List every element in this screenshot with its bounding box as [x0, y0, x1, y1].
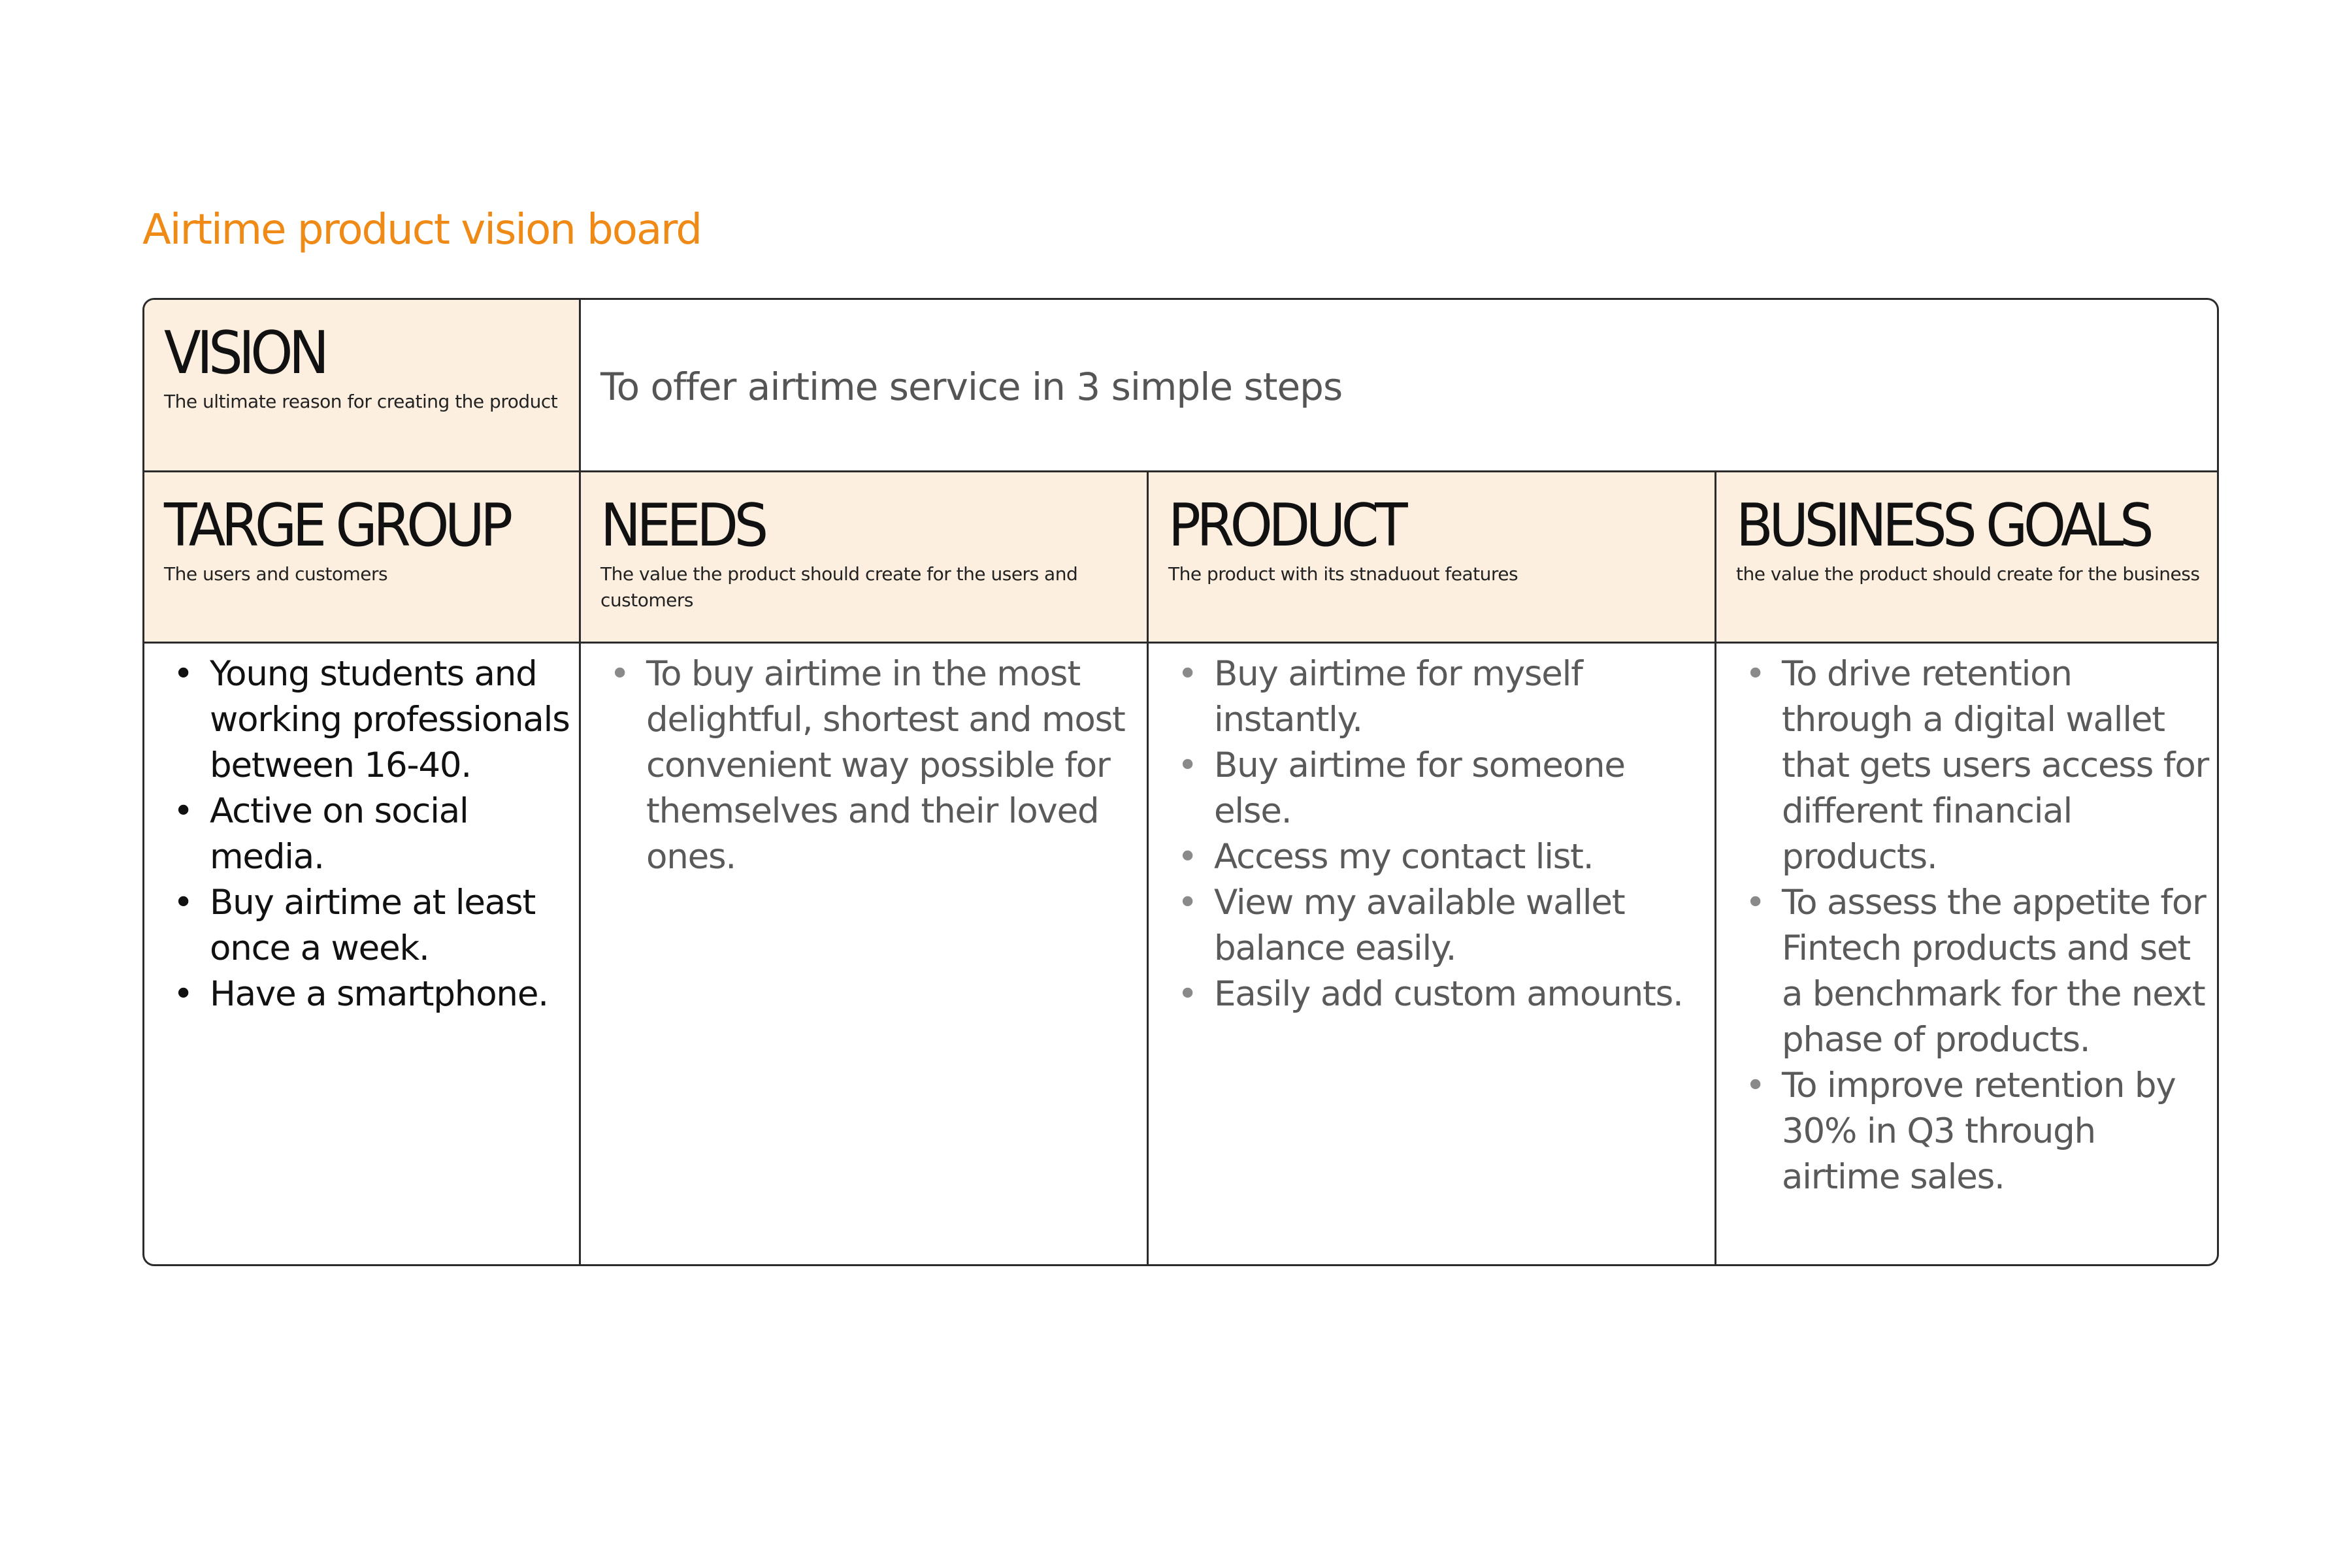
list-item: • Active on social media. [164, 789, 572, 880]
target-group-subtext: The users and customers [164, 563, 388, 585]
list-item: • Have a smartphone. [164, 972, 572, 1017]
list-item: • To improve retention by 30% in Q3 through airtime sales. [1736, 1063, 2210, 1200]
target-group-content-cell [144, 644, 581, 1264]
list-item: • View my available wallet balance easily. [1168, 880, 1708, 972]
list-item: • To drive retention through a digital wallet that gets users access for different financial products. [1736, 651, 2210, 880]
list-item: • To assess the appetite for Fintech products and set a benchmark for the next phase of products. [1736, 880, 2210, 1063]
business-goals-heading: BUSINESS GOALS [1736, 491, 2150, 560]
vision-statement: To offer airtime service in 3 simple steps [581, 300, 2217, 472]
business-goals-subtext: the value the product should create for the business [1736, 563, 2200, 585]
list-item: • Access my contact list. [1168, 834, 1708, 880]
needs-content-cell [581, 644, 1149, 1264]
target-group-list [164, 651, 572, 1017]
list-item: • To buy airtime in the most delightful, shortest and most convenient way possible for themselves and their loved ones. [600, 651, 1140, 880]
product-subtext: The product with its stnaduout features [1168, 563, 1518, 585]
needs-heading: NEEDS [600, 491, 764, 560]
board-title: Airtime product vision board [142, 206, 701, 254]
needs-header-cell [581, 472, 1149, 644]
needs-list [600, 651, 1140, 880]
list-item: • Young students and working professionals between 16-40. [164, 651, 572, 789]
vision-heading: VISION [164, 319, 325, 387]
target-group-heading: TARGE GROUP [164, 491, 509, 560]
target-group-header-cell [144, 472, 581, 644]
list-item: • Buy airtime at least once a week. [164, 880, 572, 972]
list-item: • Buy airtime for myself instantly. [1168, 651, 1708, 743]
vision-header-cell [144, 300, 581, 472]
business-goals-content-cell [1716, 644, 2217, 1264]
product-header-cell [1149, 472, 1716, 644]
list-item: • Buy airtime for someone else. [1168, 743, 1708, 834]
needs-subtext: The value the product should create for the users and customers [600, 563, 1078, 611]
vision-board [142, 298, 2219, 1266]
business-goals-header-cell [1716, 472, 2217, 644]
vision-subtext: The ultimate reason for creating the product [164, 391, 558, 412]
product-content-cell [1149, 644, 1716, 1264]
product-list [1168, 651, 1708, 1017]
list-item: • Easily add custom amounts. [1168, 972, 1708, 1017]
business-goals-list [1736, 651, 2210, 1200]
product-heading: PRODUCT [1168, 491, 1404, 560]
